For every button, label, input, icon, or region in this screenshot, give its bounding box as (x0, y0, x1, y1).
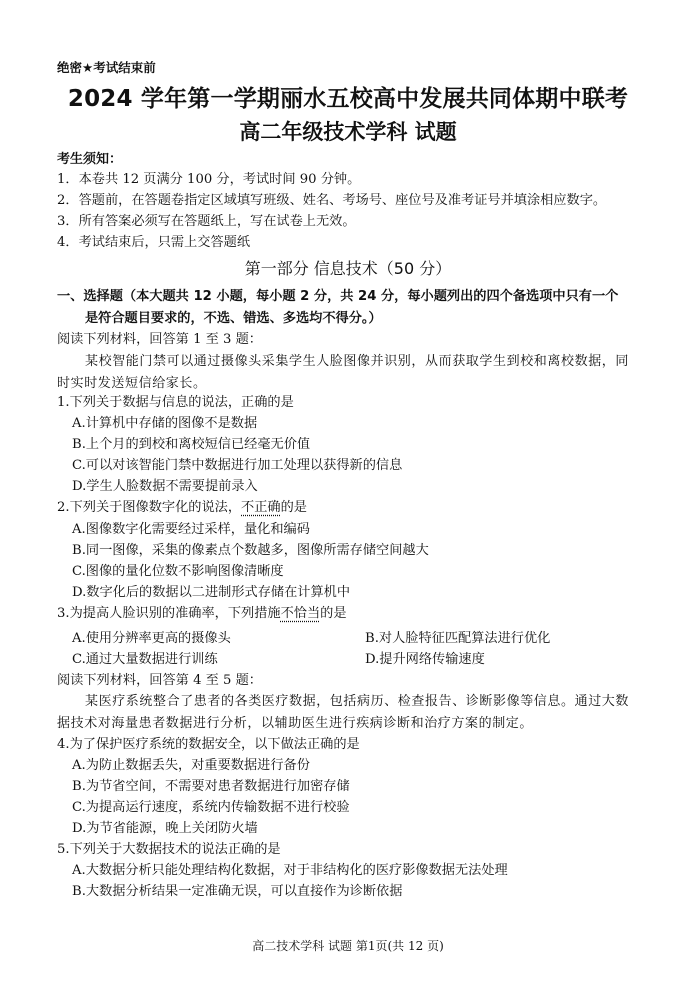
notice-item: 4．考试结束后，只需上交答题纸 (57, 235, 251, 250)
confidential-label: 绝密★考试结束前 (57, 60, 156, 75)
question-3-stem (57, 605, 347, 623)
q3-option-b: B.对人脸特征匹配算法进行优化 (365, 631, 551, 646)
q4-option-b: B.为节省空间，不需要对患者数据进行加密存储 (72, 779, 350, 794)
notice-item: 1．本卷共 12 页满分 100 分，考试时间 90 分钟。 (57, 172, 361, 187)
reading-passage: 某校智能门禁可以通过摄像头采集学生人脸图像并识别，从而获取学生到校和离校数据，同时实时发送短信给家长。 (57, 354, 630, 391)
reading-intro: 阅读下列材料，回答第 1 至 3 题： (57, 332, 262, 347)
question-5-stem: 5.下列关于大数据技术的说法正确的是 (57, 842, 281, 857)
q2-option-d: D.数字化后的数据以二进制形式存储在计算机中 (72, 585, 351, 600)
q1-option-a: A.计算机中存储的图像不是数据 (72, 416, 258, 431)
q4-option-c: C.为提高运行速度，系统内传输数据不进行校验 (72, 800, 350, 815)
exam-subtitle: 高二年级技术学科 试题 (239, 120, 457, 144)
q2-stem-emphasis: 不正确 (241, 500, 281, 515)
q1-option-d: D.学生人脸数据不需要提前录入 (72, 479, 258, 494)
q1-option-b: B.上个月的到校和离校短信已经毫无价值 (72, 437, 311, 452)
q3-stem-text: 3.为提高人脸识别的准确率，下列措施 (57, 606, 281, 621)
q2-option-c: C.图像的量化位数不影响图像清晰度 (72, 564, 284, 579)
q3-option-d: D.提升网络传输速度 (365, 652, 485, 667)
q3-stem-emphasis: 不恰当 (280, 606, 321, 621)
q2-stem-end: 的是 (280, 500, 307, 515)
q4-option-a: A.为防止数据丢失，对重要数据进行备份 (72, 758, 310, 773)
q3-stem-end: 的是 (320, 606, 347, 621)
q5-option-a: A.大数据分析只能处理结构化数据，对于非结构化的医疗影像数据无法处理 (72, 863, 508, 878)
notice-item: 2．答题前，在答题卷指定区域填写班级、姓名、考场号、座位号及准考证号并填涂相应数字。 (57, 193, 607, 208)
section-instructions-line1: 一、选择题（本大题共 12 小题，每小题 2 分，共 24 分，每小题列出的四个备选项中只有一个 (57, 289, 619, 304)
q2-stem-text: 2.下列关于图像数字化的说法， (57, 500, 242, 515)
page-footer: 高二技术学科 试题 第1页(共 12 页) (252, 939, 444, 953)
q4-option-d: D.为节省能源，晚上关闭防火墙 (72, 821, 258, 836)
section-instructions-line2: 是符合题目要求的，不选、错选、多选均不得分。） (85, 311, 382, 326)
question-4-stem: 4.为了保护医疗系统的数据安全，以下做法正确的是 (57, 737, 360, 752)
part-title: 第一部分 信息技术（50 分） (244, 259, 452, 278)
q1-option-c: C.可以对该智能门禁中数据进行加工处理以获得新的信息 (72, 458, 403, 473)
q3-option-a: A.使用分辨率更高的摄像头 (72, 631, 231, 646)
q2-option-b: B.同一图像，采集的像素点个数越多，图像所需存储空间越大 (72, 543, 429, 558)
exam-title: 2024 学年第一学期丽水五校高中发展共同体期中联考 (67, 86, 629, 112)
reading-passage: 某医疗系统整合了患者的各类医疗数据，包括病历、检查报告、诊断影像等信息。通过大数据技术对海量患者数据进行分析，以辅助医生进行疾病诊断和治疗方案的制定。 (57, 694, 630, 731)
reading-intro: 阅读下列材料，回答第 4 至 5 题： (57, 673, 262, 688)
question-1-stem: 1.下列关于数据与信息的说法，正确的是 (57, 395, 294, 410)
q2-option-a: A.图像数字化需要经过采样，量化和编码 (72, 522, 310, 537)
question-2-stem (57, 499, 307, 517)
notice-heading: 考生须知： (57, 152, 123, 167)
q3-option-c: C.通过大量数据进行训练 (72, 652, 218, 667)
notice-item: 3．所有答案必须写在答题纸上，写在试卷上无效。 (57, 214, 356, 229)
q5-option-b: B.大数据分析结果一定准确无误，可以直接作为诊断依据 (72, 884, 403, 899)
